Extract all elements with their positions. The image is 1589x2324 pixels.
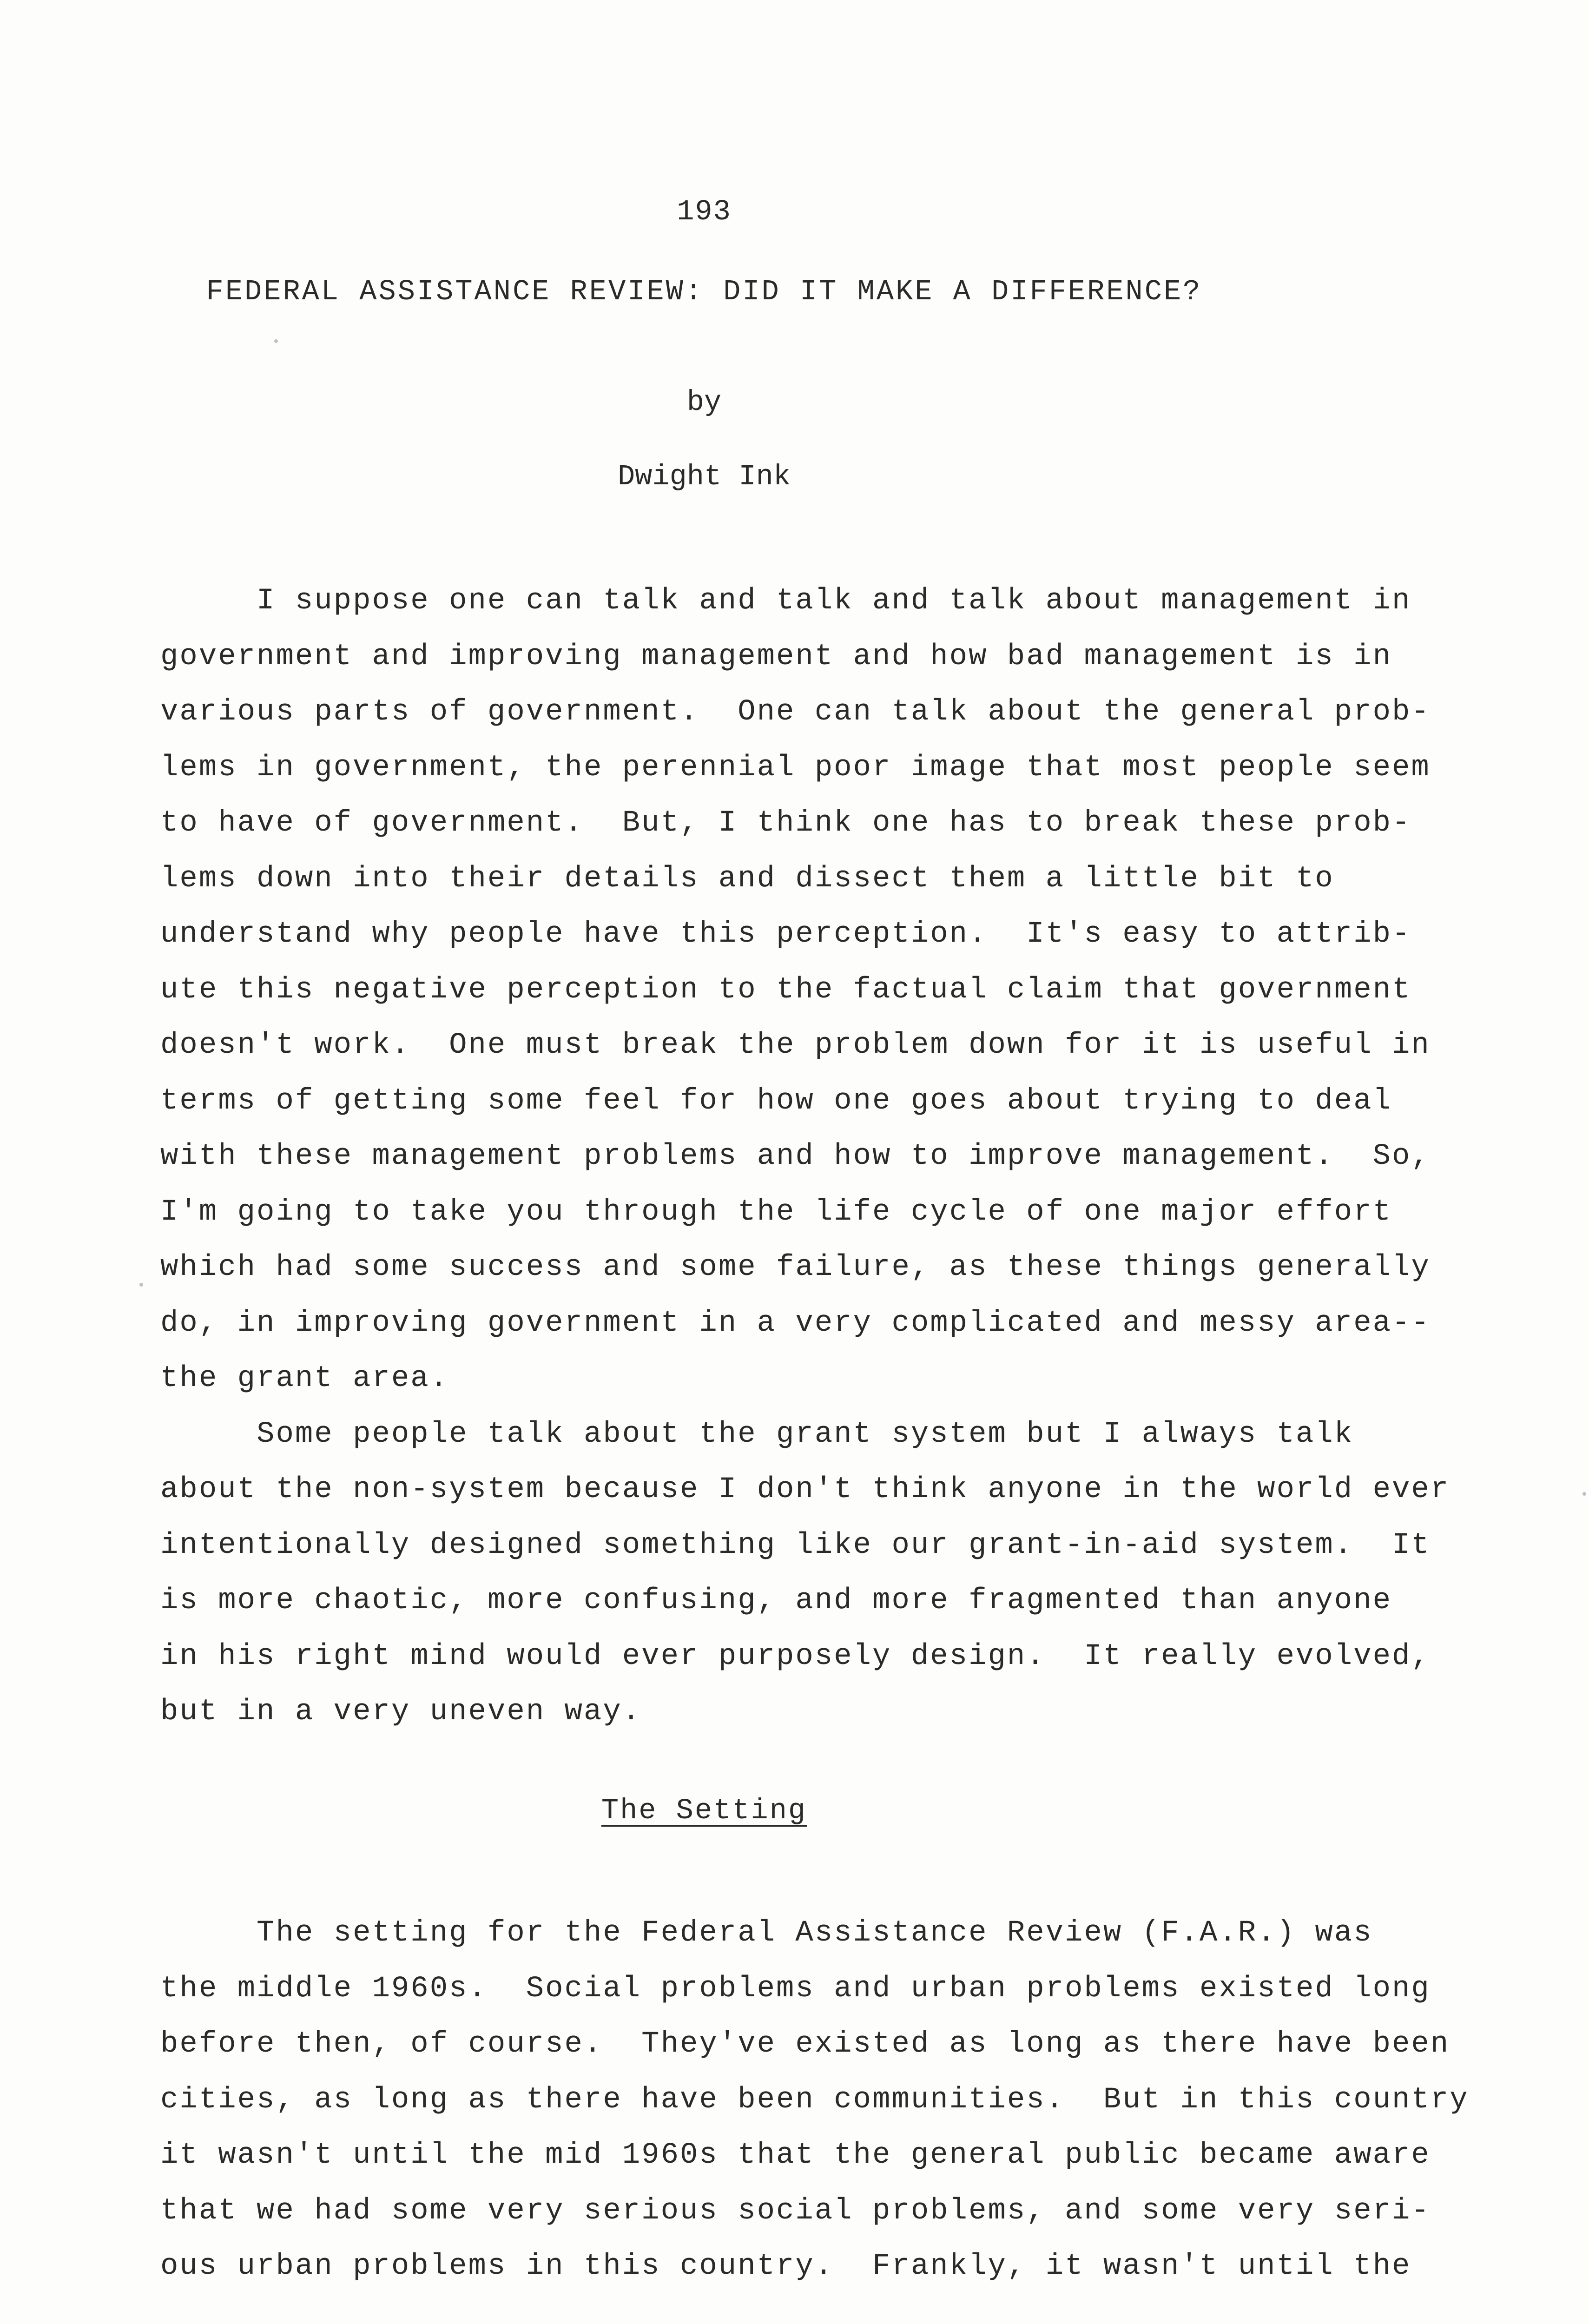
text-line: but in a very uneven way. <box>160 1695 642 1729</box>
text-line: to have of government. But, I think one has to break these prob- <box>160 806 1411 840</box>
text-line: it wasn't until the mid 1960s that the general public became aware <box>160 2139 1431 2172</box>
text-line: is more chaotic, more confusing, and more fragmented than anyone <box>160 1584 1392 1618</box>
text-line: lems down into their details and dissect them a little bit to <box>160 862 1334 896</box>
text-line: the middle 1960s. Social problems and urban problems existed long <box>160 1972 1431 2006</box>
author-name: Dwight Ink <box>617 460 791 493</box>
text-line: I'm going to take you through the life cycle of one major effort <box>160 1195 1392 1229</box>
text-line: terms of getting some feel for how one goes about trying to deal <box>160 1084 1392 1118</box>
scan-speck <box>1582 1492 1586 1496</box>
text-line: I suppose one can talk and talk and talk about management in <box>160 584 1411 618</box>
body-text-setting <box>160 1906 1469 2295</box>
text-line: ous urban problems in this country. Frankly, it wasn't until the <box>160 2250 1411 2283</box>
text-line: lems in government, the perennial poor image that most people seem <box>160 751 1431 785</box>
text-line: The setting for the Federal Assistance Review (F.A.R.) was <box>160 1916 1373 1950</box>
text-line: that we had some very serious social problems, and some very seri- <box>160 2194 1431 2228</box>
text-line: do, in improving government in a very complicated and messy area-- <box>160 1306 1431 1340</box>
text-line: in his right mind would ever purposely design. It really evolved, <box>160 1639 1431 1673</box>
section-heading-text: The Setting <box>601 1794 807 1827</box>
page-number: 193 <box>677 195 732 228</box>
text-line: cities, as long as there have been communities. But in this country <box>160 2083 1469 2117</box>
body-text-intro <box>160 574 1450 1740</box>
text-line: Some people talk about the grant system but I always talk <box>160 1417 1354 1451</box>
text-line: about the non-system because I don't think anyone in the world ever <box>160 1473 1450 1506</box>
document-title: FEDERAL ASSISTANCE REVIEW: DID IT MAKE A DIFFERENCE? <box>206 275 1202 308</box>
section-heading <box>0 1794 1408 1827</box>
text-line: before then, of course. They've existed as long as there have been <box>160 2027 1450 2061</box>
text-line: intentionally designed something like our grant-in-aid system. It <box>160 1528 1431 1562</box>
text-line: government and improving management and how bad management is in <box>160 640 1392 673</box>
text-line: with these management problems and how to improve management. So, <box>160 1140 1431 1173</box>
scan-speck <box>139 1283 143 1287</box>
text-line: doesn't work. One must break the problem down for it is useful in <box>160 1029 1431 1062</box>
scan-speck <box>274 339 278 343</box>
text-line: the grant area. <box>160 1362 449 1395</box>
text-line: which had some success and some failure, as these things generally <box>160 1251 1431 1284</box>
text-line: ute this negative perception to the factual claim that government <box>160 973 1411 1007</box>
text-line: various parts of government. One can talk about the general prob- <box>160 695 1431 729</box>
byline-by: by <box>686 386 722 419</box>
text-line: understand why people have this perception. It's easy to attrib- <box>160 918 1411 951</box>
